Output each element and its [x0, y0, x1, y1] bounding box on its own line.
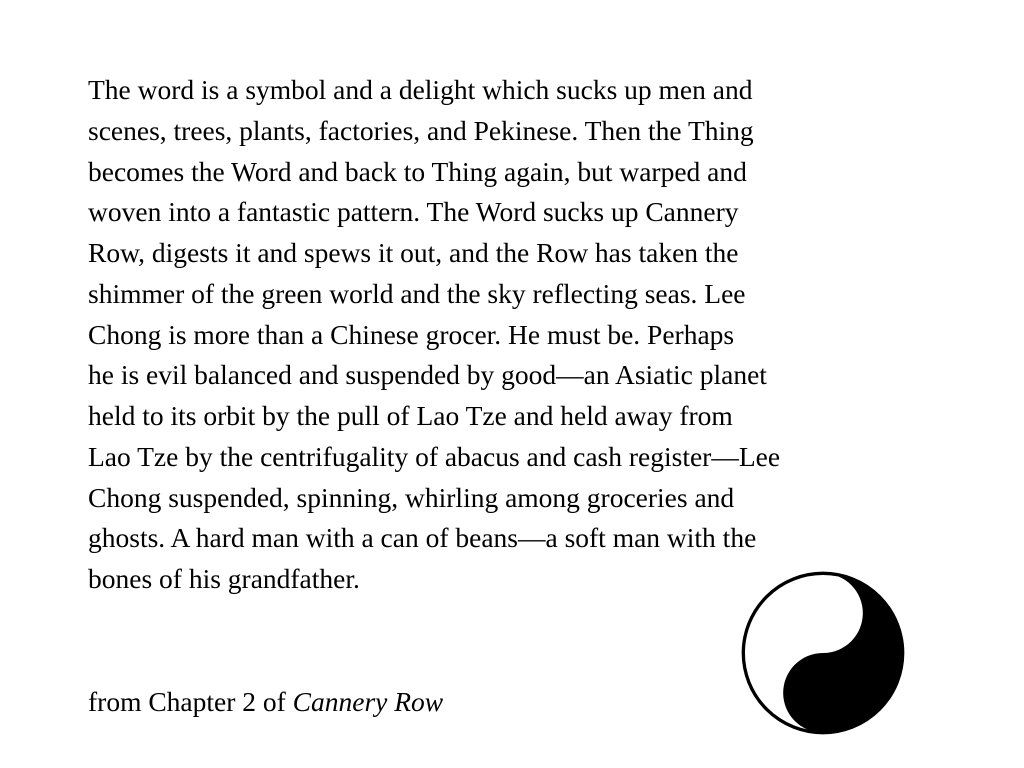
quote-line: shimmer of the green world and the sky reflecting seas. Lee: [88, 277, 746, 309]
yin-yang-icon: [740, 570, 906, 736]
citation-prefix: from Chapter 2 of: [88, 686, 293, 717]
book-title: Cannery Row: [292, 686, 444, 717]
quote-line: becomes the Word and back to Thing again, but warped and: [88, 155, 747, 187]
quote-line: bones of his grandfather.: [88, 563, 360, 594]
quote-line: ghosts. A hard man with a can of beans—a soft man with the: [88, 522, 757, 554]
quote-line: Lao Tze by the centrifugality of abacus and cash register—Lee: [88, 440, 781, 472]
yin-yang-dark-dot: [813, 683, 833, 703]
quote-line: held to its orbit by the pull of Lao Tze and held away from: [88, 400, 733, 431]
citation: [88, 682, 443, 722]
quote-line: Chong suspended, spinning, whirling among groceries and: [88, 481, 735, 513]
quote-line: scenes, trees, plants, factories, and Pekinese. Then the Thing: [88, 114, 754, 146]
quote-passage: [88, 70, 988, 600]
quote-line: woven into a fantastic pattern. The Word sucks up Cannery: [88, 196, 739, 228]
quote-line: he is evil balanced and suspended by good—an Asiatic planet: [88, 359, 767, 391]
quote-line: Row, digests it and spews it out, and the Row has taken the: [88, 237, 739, 268]
quote-line: Chong is more than a Chinese grocer. He must be. Perhaps: [88, 318, 735, 350]
yin-yang-light-dot: [813, 603, 833, 623]
quote-line: The word is a symbol and a delight which sucks up men and: [88, 74, 753, 105]
